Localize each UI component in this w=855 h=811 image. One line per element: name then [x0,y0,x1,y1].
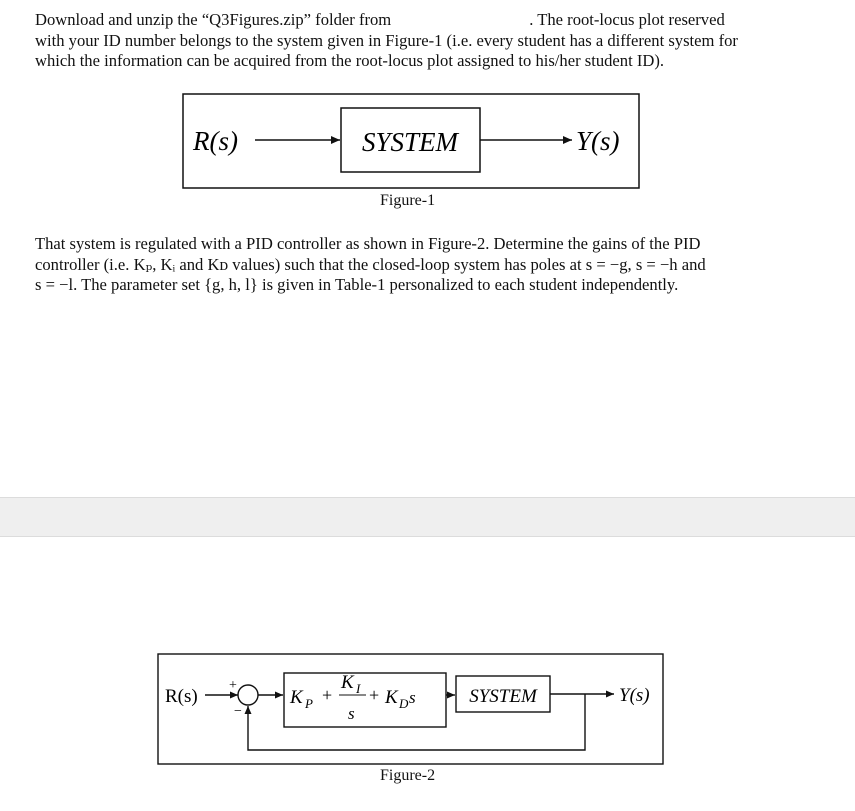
fig2-system-label: SYSTEM [469,686,537,707]
pid-line-2: controller (i.e. Kₚ, Kᵢ and Kᴅ values) such that the closed-loop system has poles at s = −g, s = −h and [35,254,706,274]
pid-kd-s: s [409,688,416,707]
pid-line-3: s = −l. The parameter set {g, h, l} is given in Table-1 personalized to each student independently. [35,275,679,294]
pid-kd: K [385,687,398,708]
pid-paragraph [35,234,790,296]
fig1-system-label: SYSTEM [361,127,459,157]
document-page-bottom [0,537,855,811]
redacted-link [391,13,529,27]
pid-ki: K [341,672,354,693]
pid-denominator: s [348,704,355,723]
fig2-plus-sign: + [229,678,237,693]
fig1-input-label: R(s) [193,126,238,156]
intro-line-1-end: . The root-locus plot reserved [529,10,725,29]
fig1-output-label: Y(s) [576,126,620,156]
pid-kp-sub: P [305,696,313,711]
intro-paragraph [35,10,790,72]
intro-line-2: with your ID number belongs to the system given in Figure-1 (i.e. every student has a different system for [35,30,738,50]
pid-plus-2: + [369,685,380,705]
fig2-input-label: R(s) [165,686,198,707]
summing-junction [238,685,258,705]
pid-line-1: That system is regulated with a PID controller as shown in Figure-2. Determine the gains of the PID [35,234,701,253]
pid-plus-1: + [322,685,333,705]
page-separator [0,497,855,537]
fig2-output-label: Y(s) [619,685,650,706]
pid-ki-sub: I [356,681,361,696]
figure-2-caption: Figure-2 [380,767,436,784]
pid-kp: K [290,687,303,708]
pid-kd-sub: D [399,696,409,711]
fig2-minus-sign: − [234,704,242,719]
figure-1-caption: Figure-1 [380,192,436,209]
intro-line-1-start: Download and unzip the “Q3Figures.zip” folder from [35,10,392,29]
intro-line-3: which the information can be acquired from the root-locus plot assigned to his/her student ID). [35,51,665,70]
intro-line-1 [35,10,790,31]
